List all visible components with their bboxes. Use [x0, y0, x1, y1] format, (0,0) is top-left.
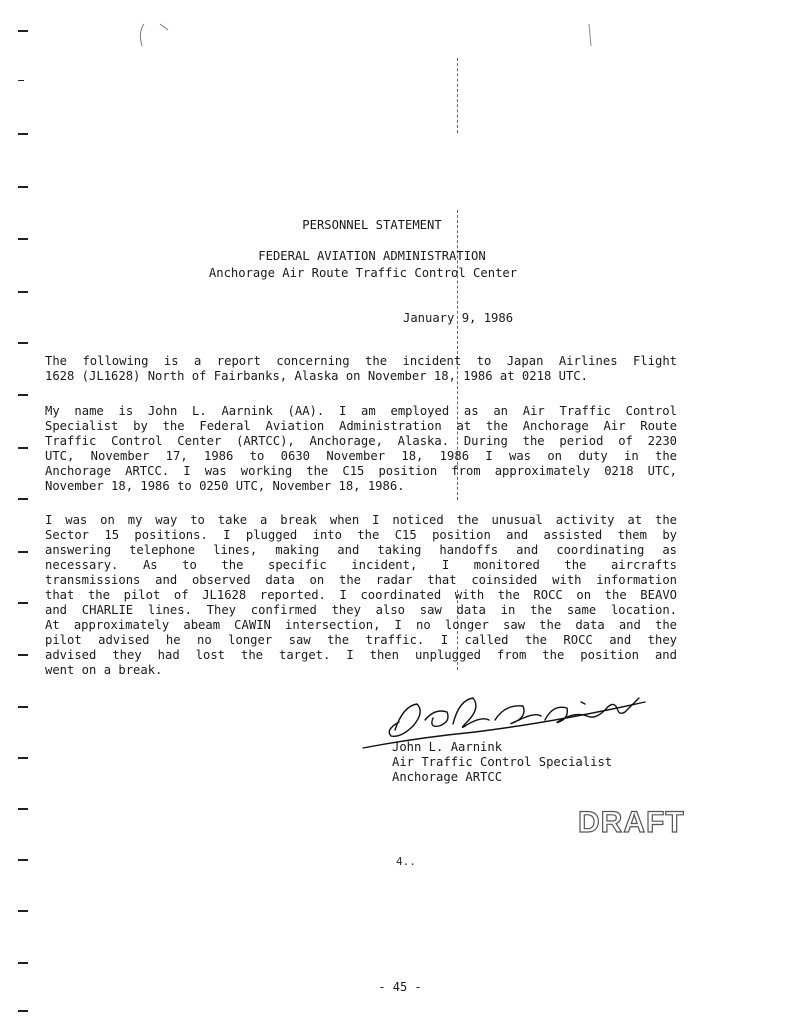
paragraph-line: transmissions and observed data on the radar that coinsided with information: [45, 573, 677, 587]
paragraph-line: advised they had lost the target. I then unplugged from the position and: [45, 648, 677, 662]
margin-tick: [18, 757, 28, 759]
margin-tick: [18, 654, 28, 656]
organization-center: Anchorage Air Route Traffic Control Center: [208, 266, 518, 280]
paragraph-line: that the pilot of JL1628 reported. I coordinated with the ROCC on the BEAVO: [45, 588, 677, 602]
paragraph-line: answering telephone lines, making and taking handoffs and coordinating as: [45, 543, 677, 557]
paragraph-line: UTC, November 17, 1986 to 0630 November 18, 1986 I was on duty in the: [45, 449, 677, 463]
margin-tick: [18, 30, 28, 32]
paragraph-line: My name is John L. Aarnink (AA). I am employed as an Air Traffic Control: [45, 404, 677, 418]
margin-tick: [18, 706, 28, 708]
paragraph-line: I was on my way to take a break when I noticed the unusual activity at the: [45, 513, 677, 527]
paragraph-line: necessary. As to the specific incident, I monitored the aircrafts: [45, 558, 677, 572]
signatory-office: Anchorage ARTCC: [392, 770, 503, 784]
margin-tick: [18, 859, 28, 861]
margin-tick: [18, 342, 28, 344]
margin-tick: [18, 962, 28, 964]
margin-tick: [18, 498, 28, 500]
paragraph-line: The following is a report concerning the incident to Japan Airlines Flight: [45, 354, 677, 368]
margin-tick: [18, 1010, 28, 1012]
paragraph-line: At approximately abeam CAWIN intersection, I no longer saw the data and the: [45, 618, 677, 632]
fold-line: [457, 58, 458, 133]
margin-tick: [18, 238, 28, 240]
signatory-title: Air Traffic Control Specialist: [392, 755, 613, 769]
statement-date: January 9, 1986: [403, 311, 514, 325]
signatory-name: John L. Aarnink: [392, 740, 503, 754]
page-mark: 4..: [396, 855, 416, 868]
paragraph-line: Sector 15 positions. I plugged into the C15 position and assisted them by: [45, 528, 677, 542]
margin-tick: [18, 394, 28, 396]
paragraph-line: Anchorage ARTCC. I was working the C15 position from approximately 0218 UTC,: [45, 464, 677, 478]
paragraph-line: Specialist by the Federal Aviation Administration at the Anchorage Air Route: [45, 419, 677, 433]
paragraph-line: November 18, 1986 to 0250 UTC, November 18, 1986.: [45, 479, 405, 493]
margin-tick: [18, 186, 28, 188]
paragraph-line: went on a break.: [45, 663, 163, 677]
paragraph-line: pilot advised he no longer saw the traffic. I called the ROCC and they: [45, 633, 677, 647]
margin-tick: [18, 80, 24, 81]
margin-tick: [18, 447, 28, 449]
margin-tick: [18, 133, 28, 135]
paragraph-line: and CHARLIE lines. They confirmed they also saw data in the same location.: [45, 603, 677, 617]
scan-artifact: [585, 20, 597, 50]
margin-tick: [18, 291, 28, 293]
document-heading: PERSONNEL STATEMENT: [302, 218, 442, 232]
paragraph-line: Traffic Control Center (ARTCC), Anchorage, Alaska. During the period of 2230: [45, 434, 677, 448]
draft-stamp: DRAFT: [578, 806, 685, 839]
margin-tick: [18, 551, 28, 553]
organization-name: FEDERAL AVIATION ADMINISTRATION: [258, 249, 486, 263]
paragraph-line: 1628 (JL1628) North of Fairbanks, Alaska on November 18, 1986 at 0218 UTC.: [45, 369, 588, 383]
margin-tick: [18, 808, 28, 810]
margin-tick: [18, 602, 28, 604]
scan-artifact: [130, 18, 190, 50]
page-number: - 45 -: [378, 980, 422, 994]
margin-tick: [18, 910, 28, 912]
